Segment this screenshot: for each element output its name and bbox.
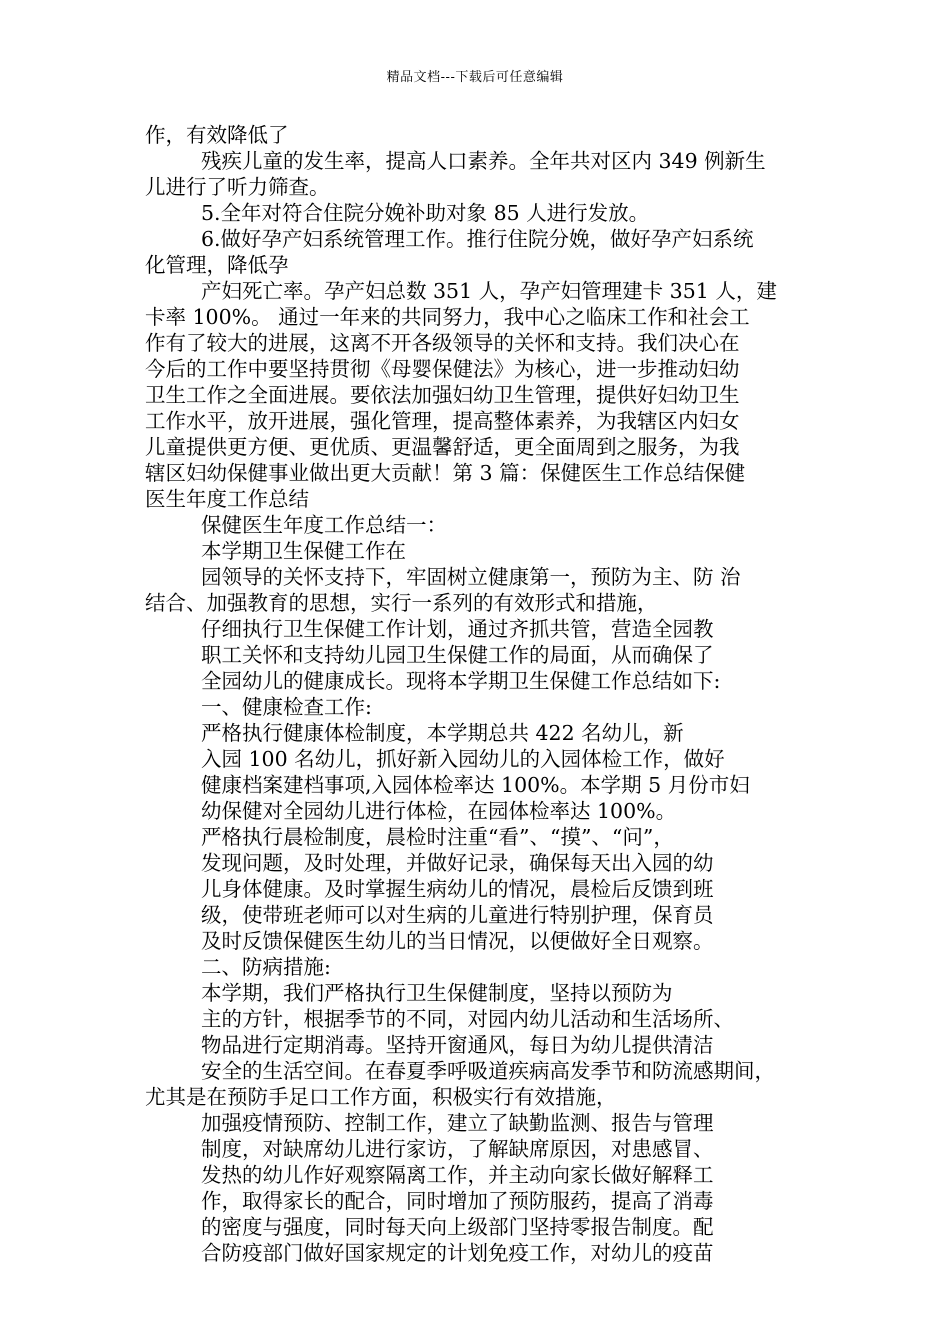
text-line: 结合、加强教育的思想，实行一系列的有效形式和措施， — [145, 591, 658, 615]
text-line: 发现问题，及时处理，并做好记录，确保每天出入园的幼 — [201, 851, 714, 875]
text-line: 医生年度工作总结 — [145, 487, 309, 511]
text-line: 残疾儿童的发生率，提高人口素养。全年共对区内 349 例新生 — [201, 149, 766, 173]
text-line: 二、防病措施: — [201, 955, 331, 979]
text-line: 尤其是在预防手足口工作方面，积极实行有效措施， — [145, 1085, 617, 1109]
text-line: 物品进行定期消毒。坚持开窗通风，每日为幼儿提供清洁 — [201, 1033, 714, 1057]
text-line: 儿身体健康。及时掌握生病幼儿的情况，晨检后反馈到班 — [201, 877, 714, 901]
text-line: 入园 100 名幼儿，抓好新入园幼儿的入园体检工作，做好 — [201, 747, 725, 771]
text-line: 的密度与强度，同时每天向上级部门坚持零报告制度。配 — [201, 1215, 714, 1239]
text-line: 仔细执行卫生保健工作计划，通过齐抓共管，营造全园教 — [201, 617, 714, 641]
text-line: 辖区妇幼保健事业做出更大贡献！第 3 篇：保健医生工作总结保健 — [145, 461, 746, 485]
text-line: 加强疫情预防、控制工作，建立了缺勤监测、报告与管理 — [201, 1111, 714, 1135]
text-line: 健康档案建档事项,入园体检率达 100%。本学期 5 月份市妇 — [201, 773, 750, 797]
text-line: 今后的工作中要坚持贯彻《母婴保健法》为核心，进一步推动妇幼 — [145, 357, 740, 381]
text-line: 产妇死亡率。孕产妇总数 351 人，孕产妇管理建卡 351 人，建 — [201, 279, 777, 303]
text-line: 作有了较大的进展，这离不开各级领导的关怀和支持。我们决心在 — [145, 331, 740, 355]
text-line: 一、健康检查工作: — [201, 695, 372, 719]
text-line: 合防疫部门做好国家规定的计划免疫工作，对幼儿的疫苗 — [201, 1241, 714, 1265]
text-line: 园领导的关怀支持下，牢固树立健康第一，预防为主、防 治 — [201, 565, 741, 589]
text-line: 卡率 100%。 通过一年来的共同努力，我中心之临床工作和社会工 — [145, 305, 750, 329]
text-line: 幼保健对全园幼儿进行体检，在园体检率达 100%。 — [201, 799, 677, 823]
text-line: 发热的幼儿作好观察隔离工作，并主动向家长做好解释工 — [201, 1163, 714, 1187]
text-line: 本学期卫生保健工作在 — [201, 539, 406, 563]
text-line: 作，有效降低了 — [145, 123, 289, 147]
text-line: 级，使带班老师可以对生病的儿童进行特别护理，保育员 — [201, 903, 714, 927]
text-line: 5.全年对符合住院分娩补助对象 85 人进行发放。 — [201, 201, 650, 225]
text-line: 化管理，降低孕 — [145, 253, 289, 277]
text-line: 儿进行了听力筛查。 — [145, 175, 330, 199]
text-line: 儿童提供更方便、更优质、更温馨舒适，更全面周到之服务，为我 — [145, 435, 740, 459]
text-line: 本学期，我们严格执行卫生保健制度，坚持以预防为 — [201, 981, 673, 1005]
text-line: 严格执行健康体检制度，本学期总共 422 名幼儿，新 — [201, 721, 684, 745]
text-line: 严格执行晨检制度，晨检时注重“看”、“摸”、“问”， — [201, 825, 674, 849]
text-line: 及时反馈保健医生幼儿的当日情况，以便做好全日观察。 — [201, 929, 714, 953]
text-line: 职工关怀和支持幼儿园卫生保健工作的局面，从而确保了 — [201, 643, 714, 667]
text-line: 主的方针，根据季节的不同，对园内幼儿活动和生活场所、 — [201, 1007, 734, 1031]
text-line: 卫生工作之全面进展。要依法加强妇幼卫生管理，提供好妇幼卫生 — [145, 383, 740, 407]
page-header: 精品文档---下载后可任意编辑 — [386, 70, 564, 85]
text-line: 安全的生活空间。在春夏季呼吸道疾病高发季节和防流感期间， — [201, 1059, 775, 1083]
text-line: 6.做好孕产妇系统管理工作。推行住院分娩，做好孕产妇系统 — [201, 227, 754, 251]
text-line: 作，取得家长的配合，同时增加了预防服药，提高了消毒 — [201, 1189, 714, 1213]
text-line: 制度，对缺席幼儿进行家访，了解缺席原因，对患感冒、 — [201, 1137, 714, 1161]
text-line: 工作水平，放开进展，强化管理，提高整体素养，为我辖区内妇女 — [145, 409, 740, 433]
text-line: 全园幼儿的健康成长。现将本学期卫生保健工作总结如下: — [201, 669, 721, 693]
text-line: 保健医生年度工作总结一： — [201, 513, 447, 537]
